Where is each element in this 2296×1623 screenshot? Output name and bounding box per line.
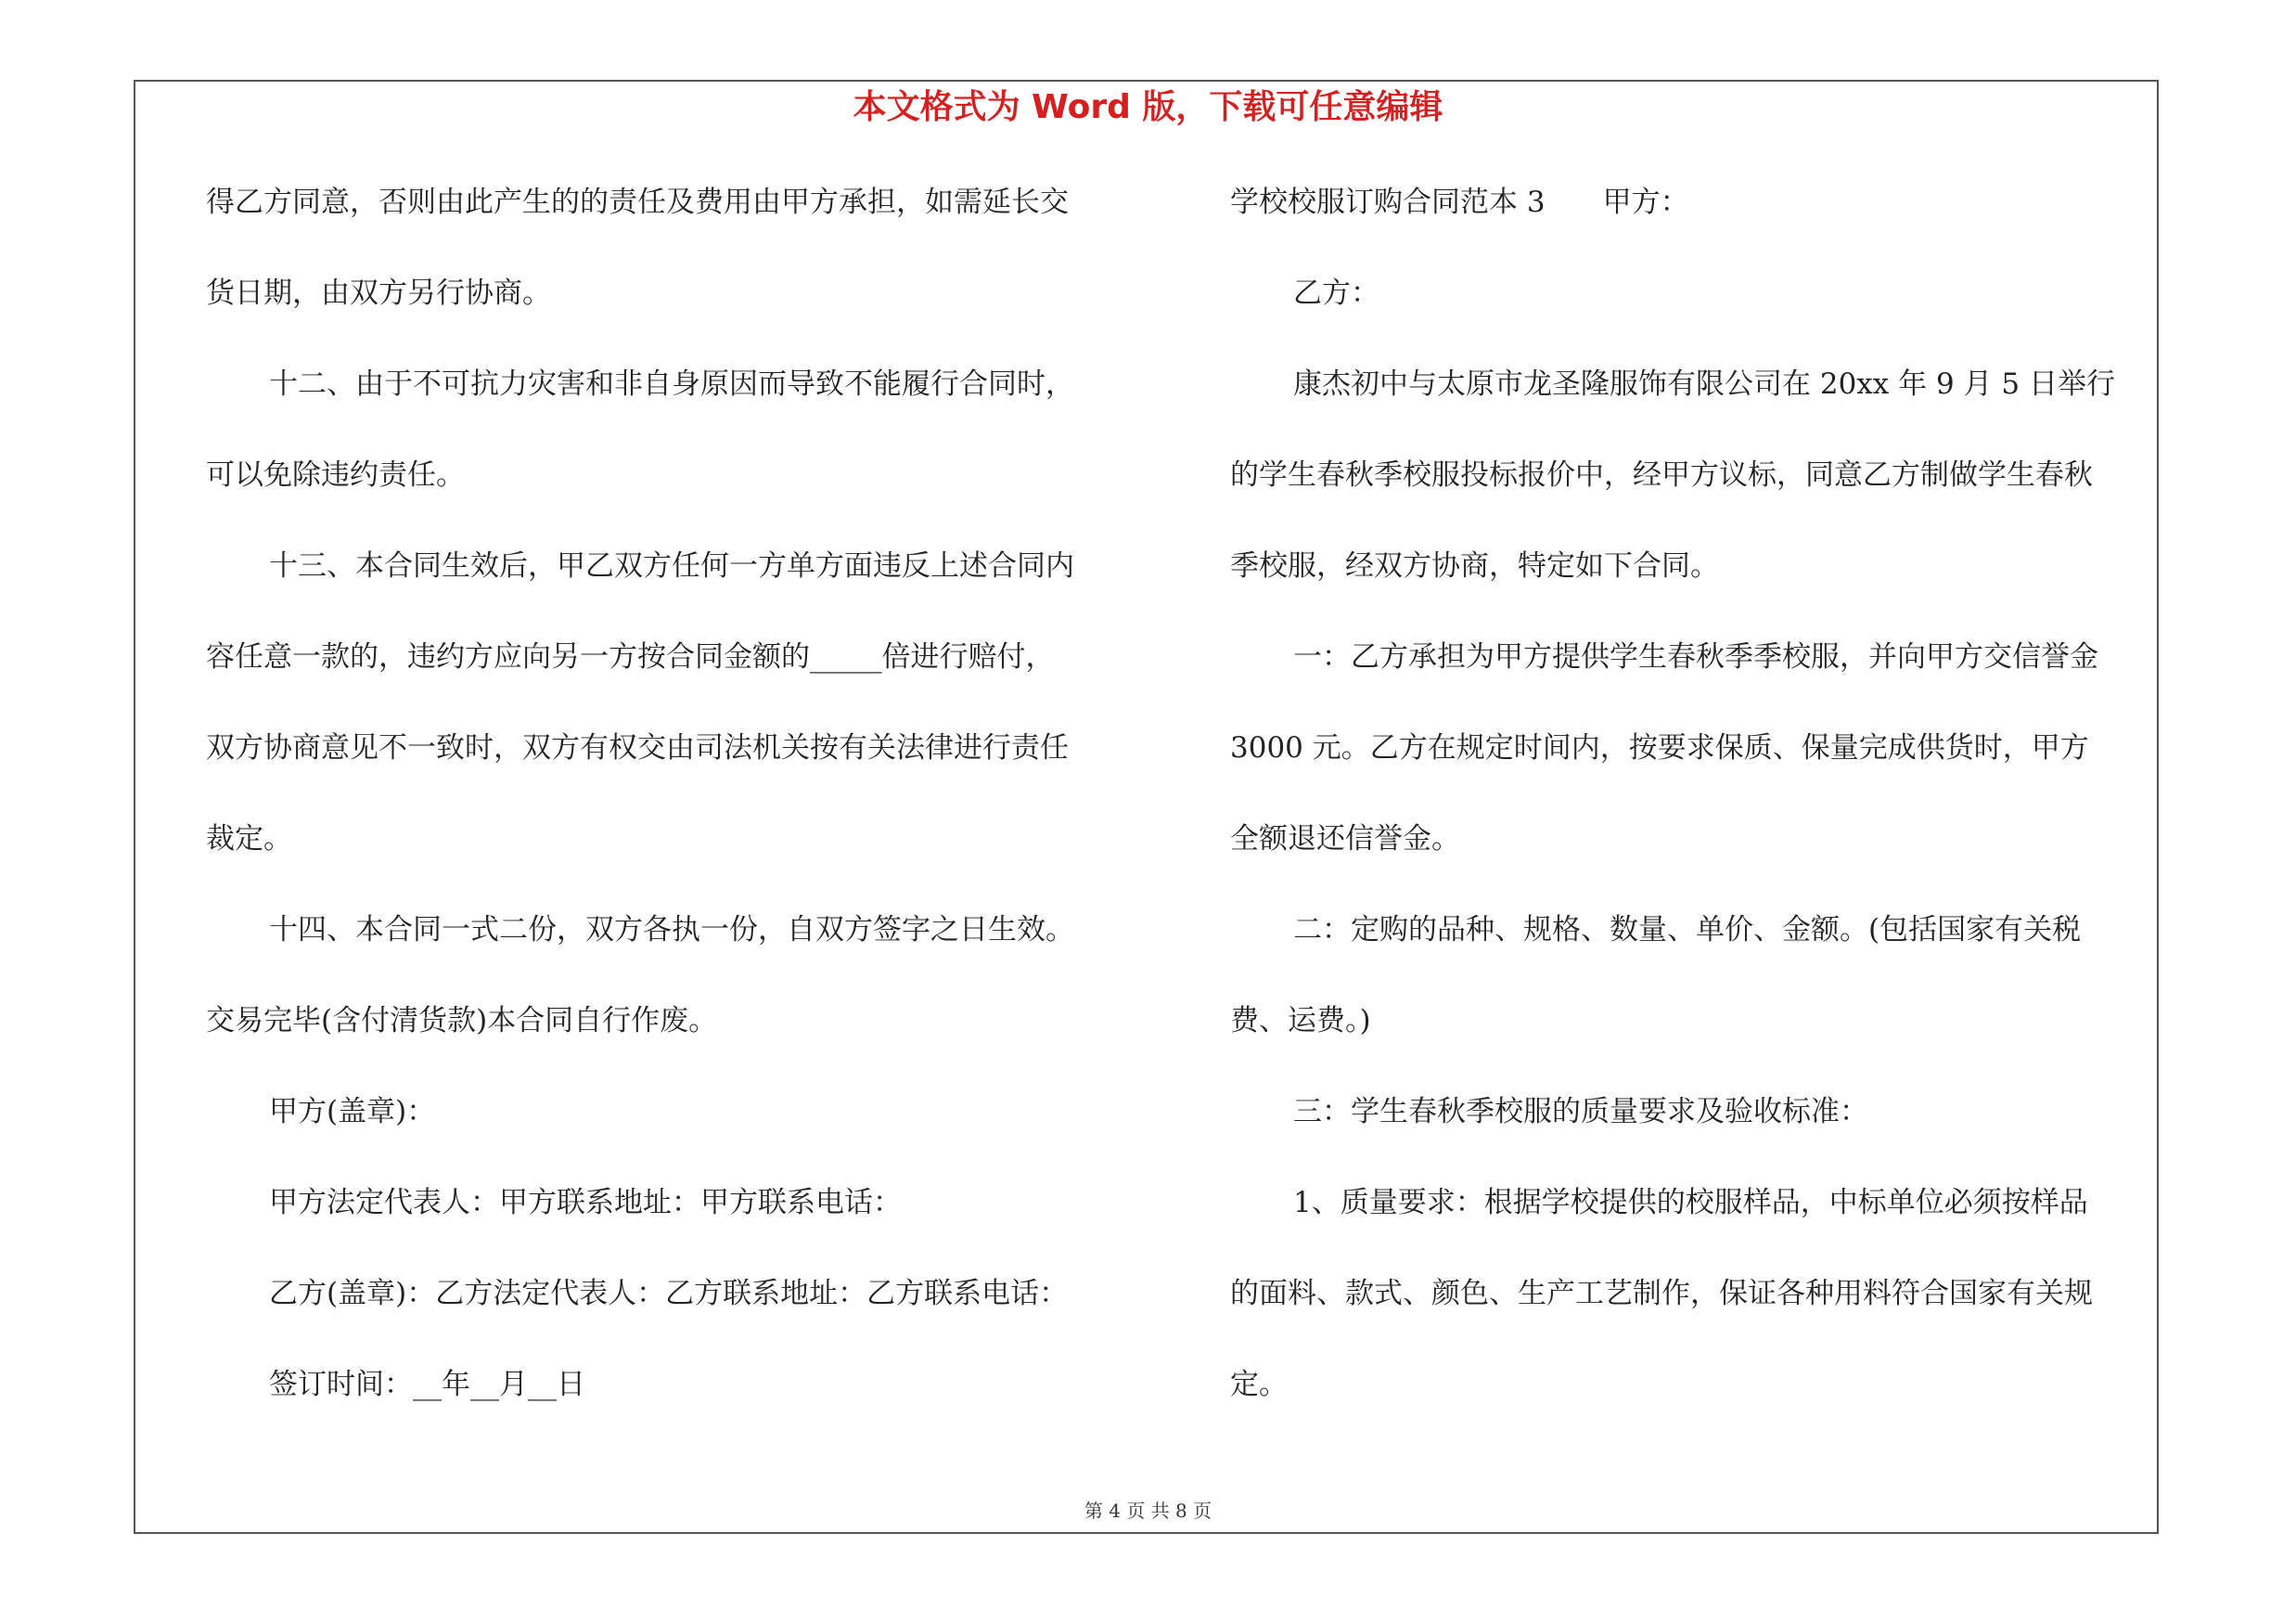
text-line: 的面料、款式、颜色、生产工艺制作，保证各种用料符合国家有关规 — [1230, 1277, 2093, 1310]
text-line: 甲方法定代表人：甲方联系地址：甲方联系电话： — [269, 1186, 902, 1219]
text-line: 定。 — [1230, 1368, 1288, 1401]
text-line: 容任意一款的，违约方应向另一方按合同金额的_____倍进行赔付， — [206, 640, 1055, 674]
text-line: 双方协商意见不一致时，双方有权交由司法机关按有关法律进行责任 — [206, 731, 1069, 765]
text-line: 乙方(盖章)：乙方法定代表人：乙方联系地址：乙方联系电话： — [269, 1277, 1069, 1310]
text-line: 甲方(盖章)： — [269, 1095, 436, 1128]
text-line: 十四、本合同一式二份，双方各执一份，自双方签字之日生效。 — [269, 913, 1074, 947]
text-line: 十二、由于不可抗力灾害和非自身原因而导致不能履行合同时， — [269, 367, 1074, 401]
text-line: 乙方： — [1293, 277, 1379, 310]
text-line: 交易完毕(含付清货款)本合同自行作废。 — [206, 1004, 718, 1037]
text-line: 三：学生春秋季校服的质量要求及验收标准： — [1293, 1095, 1868, 1128]
text-line: 3000 元。乙方在规定时间内，按要求保质、保量完成供货时，甲方 — [1230, 731, 2089, 765]
text-line: 学校校服订购合同范本 3 甲方： — [1230, 186, 1689, 219]
text-line: 季校服，经双方协商，特定如下合同。 — [1230, 549, 1719, 583]
text-line: 货日期，由双方另行协商。 — [206, 277, 551, 310]
page-number: 第 4 页 共 8 页 — [1084, 1500, 1212, 1522]
text-line: 费、运费。) — [1230, 1004, 1371, 1037]
text-line: 签订时间：__年__月__日 — [269, 1368, 585, 1401]
word-format-banner: 本文格式为 Word 版，下载可任意编辑 — [853, 88, 1443, 126]
text-line: 1、质量要求：根据学校提供的校服样品，中标单位必须按样品 — [1293, 1186, 2088, 1219]
text-line: 全额退还信誉金。 — [1230, 822, 1460, 856]
right-text-column — [1230, 184, 2158, 1446]
text-line: 的学生春秋季校服投标报价中，经甲方议标，同意乙方制做学生春秋 — [1230, 458, 2093, 492]
text-line: 可以免除违约责任。 — [206, 458, 465, 492]
text-line: 一：乙方承担为甲方提供学生春秋季季校服，并向甲方交信誉金 — [1293, 640, 2098, 674]
text-line: 裁定。 — [206, 822, 292, 856]
left-text-column — [206, 184, 1134, 1446]
text-line: 十三、本合同生效后，甲乙双方任何一方单方面违反上述合同内 — [269, 549, 1074, 583]
text-line: 得乙方同意，否则由此产生的的责任及费用由甲方承担，如需延长交 — [206, 186, 1069, 219]
text-line: 二：定购的品种、规格、数量、单价、金额。(包括国家有关税 — [1293, 913, 2082, 947]
text-line: 康杰初中与太原市龙圣隆服饰有限公司在 20xx 年 9 月 5 日举行 — [1293, 367, 2115, 401]
